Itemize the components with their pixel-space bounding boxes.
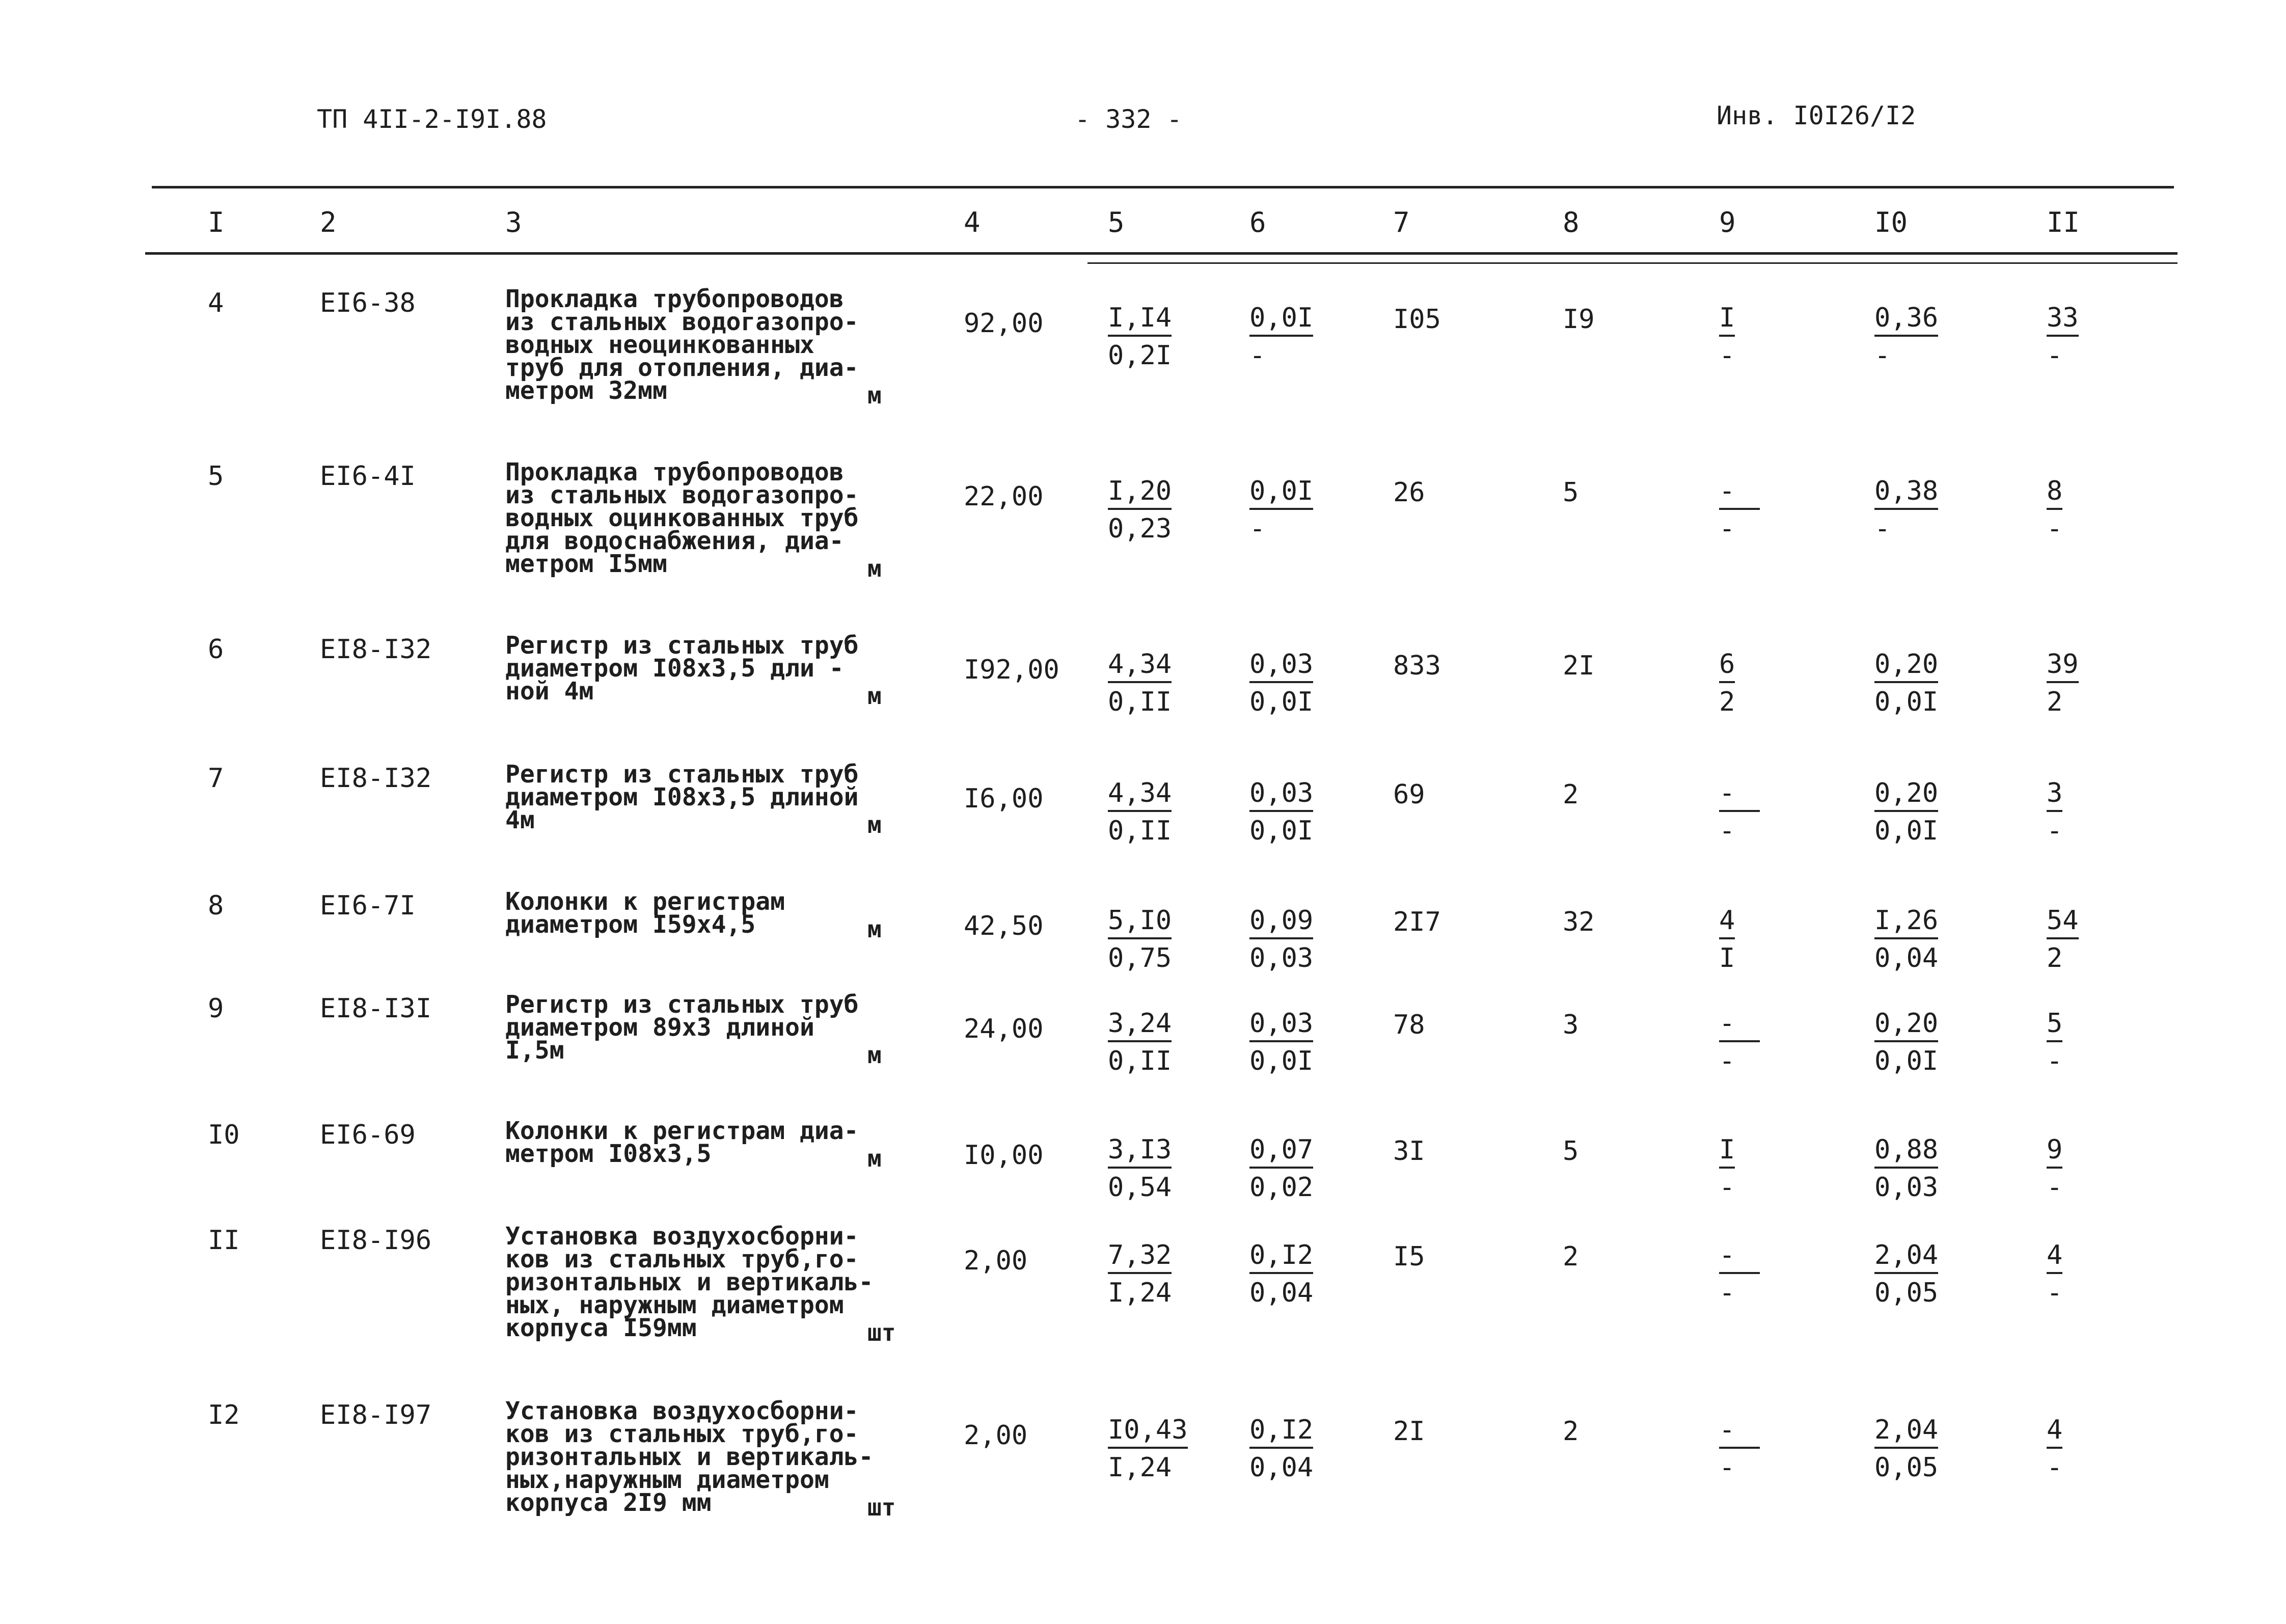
fraction-denominator: 0,II (1108, 687, 1172, 717)
rate-code: EI8-I32 (320, 634, 432, 665)
fraction-col-11 (2047, 1241, 2062, 1307)
fraction-denominator: - (2047, 1278, 2063, 1308)
fraction-col-10 (1874, 907, 1938, 972)
fraction-numerator: I,20 (1108, 477, 1172, 510)
fraction-denominator: - (1874, 513, 1891, 544)
fraction-denominator: - (2047, 513, 2063, 544)
rate-code: EI8-I97 (320, 1400, 432, 1430)
fraction-numerator: 0,20 (1874, 779, 1938, 812)
rate-code: EI6-7I (320, 890, 416, 921)
value-col-8: 5 (1563, 477, 1579, 508)
column-number-5: 5 (1108, 206, 1125, 238)
work-description: Прокладка трубопроводов из стальных водогазопро- водных неоцинкованных труб для отопления, диа- метром 32мм (505, 285, 859, 405)
fraction-denominator: - (1874, 340, 1891, 371)
fraction-numerator: 0,20 (1874, 1010, 1938, 1042)
fraction-denominator: 0,II (1108, 816, 1172, 846)
value-col-8: 2 (1563, 1241, 1579, 1272)
unit-of-measure: шт (867, 1319, 896, 1346)
fraction-numerator: 39 (2047, 651, 2079, 683)
fraction-denominator: - (2047, 1046, 2063, 1076)
fraction-denominator: - (2047, 1172, 2063, 1203)
fraction-numerator: 3,24 (1108, 1010, 1172, 1042)
fraction-denominator: 0,04 (1249, 1452, 1314, 1483)
fraction-col-5 (1108, 1416, 1188, 1481)
fraction-numerator: 9 (2047, 1136, 2062, 1169)
fraction-numerator: I (1719, 1136, 1735, 1169)
fraction-col-9 (1719, 779, 1760, 845)
fraction-numerator: 5 (2047, 1010, 2062, 1042)
header-sub-rule (1087, 262, 2178, 264)
fraction-col-10 (1874, 477, 1938, 543)
row-number: 4 (208, 288, 224, 318)
work-description: Прокладка трубопроводов из стальных водогазопро- водных оцинкованных труб для водоснабжения, диа- метром I5мм (505, 458, 859, 578)
fraction-col-10 (1874, 1241, 1938, 1307)
unit-of-measure: м (867, 382, 882, 409)
fraction-denominator: 0,05 (1874, 1452, 1939, 1483)
fraction-col-5 (1108, 1010, 1172, 1075)
unit-of-measure: м (867, 811, 882, 838)
fraction-numerator: 0,88 (1874, 1136, 1938, 1169)
column-number-3: 3 (505, 206, 522, 238)
fraction-numerator: - (1719, 1241, 1760, 1274)
fraction-numerator: 4 (2047, 1241, 2062, 1274)
fraction-col-9 (1719, 1010, 1760, 1075)
fraction-denominator: 0,2I (1108, 340, 1172, 371)
value-col-7: 26 (1393, 477, 1425, 508)
fraction-numerator: 5,I0 (1108, 907, 1172, 939)
fraction-col-9 (1719, 477, 1760, 543)
column-number-1: I (208, 206, 225, 238)
work-description: Установка воздухосборни- ков из стальных труб,го- ризонтальных и вертикаль- ных,наружным диаметром корпуса 2I9 мм (505, 1397, 874, 1517)
work-description: Установка воздухосборни- ков из стальных труб,го- ризонтальных и вертикаль- ных, наружным диаметром корпуса I59мм (505, 1222, 874, 1342)
fraction-numerator: 33 (2047, 304, 2079, 337)
value-col-8: 32 (1563, 907, 1595, 937)
fraction-col-10 (1874, 651, 1938, 716)
quantity: I0,00 (964, 1140, 1044, 1171)
fraction-col-5 (1108, 1241, 1172, 1307)
fraction-col-10 (1874, 1416, 1938, 1481)
fraction-denominator: 2 (1719, 687, 1735, 717)
value-col-7: I05 (1393, 304, 1441, 335)
value-col-8: 2 (1563, 1416, 1579, 1447)
quantity: 2,00 (964, 1420, 1028, 1451)
row-number: 7 (208, 763, 224, 794)
fraction-numerator: 2,04 (1874, 1416, 1938, 1449)
fraction-denominator: 0,0I (1874, 1046, 1939, 1076)
fraction-denominator: 2 (2047, 943, 2063, 973)
unit-of-measure: м (867, 682, 882, 710)
value-col-8: 3 (1563, 1010, 1579, 1040)
fraction-col-10 (1874, 1136, 1938, 1201)
column-number-2: 2 (320, 206, 337, 238)
rate-code: EI8-I32 (320, 763, 432, 794)
fraction-col-9 (1719, 907, 1735, 972)
fraction-denominator: I,24 (1108, 1452, 1172, 1483)
fraction-numerator: I,26 (1874, 907, 1938, 939)
fraction-denominator: - (1249, 513, 1266, 544)
fraction-numerator: 0,03 (1249, 779, 1313, 812)
fraction-denominator: - (1719, 513, 1735, 544)
fraction-denominator: 0,75 (1108, 943, 1172, 973)
column-number-7: 7 (1393, 206, 1410, 238)
document-code: ТП 4II-2-I9I.88 (317, 104, 547, 134)
fraction-denominator: 0,04 (1874, 943, 1939, 973)
fraction-col-11 (2047, 1010, 2062, 1075)
fraction-numerator: 4,34 (1108, 651, 1172, 683)
value-col-7: 2I (1393, 1416, 1425, 1447)
fraction-denominator: 0,0I (1249, 816, 1314, 846)
fraction-col-9 (1719, 1416, 1760, 1481)
fraction-col-10 (1874, 1010, 1938, 1075)
fraction-denominator: - (2047, 816, 2063, 846)
fraction-numerator: 0,03 (1249, 651, 1313, 683)
fraction-col-11 (2047, 651, 2079, 716)
fraction-numerator: 0,20 (1874, 651, 1938, 683)
row-number: 8 (208, 890, 224, 921)
fraction-col-6 (1249, 907, 1313, 972)
fraction-denominator: 2 (2047, 687, 2063, 717)
fraction-denominator: I,24 (1108, 1278, 1172, 1308)
fraction-denominator: - (2047, 340, 2063, 371)
rate-code: EI8-I3I (320, 993, 432, 1024)
fraction-col-11 (2047, 907, 2079, 972)
fraction-numerator: 4 (1719, 907, 1735, 939)
fraction-numerator: 6 (1719, 651, 1735, 683)
fraction-numerator: 0,0I (1249, 304, 1313, 337)
fraction-col-6 (1249, 304, 1313, 369)
row-number: 6 (208, 634, 224, 665)
fraction-col-5 (1108, 1136, 1172, 1201)
fraction-numerator: - (1719, 1416, 1760, 1449)
fraction-denominator: 0,54 (1108, 1172, 1172, 1203)
value-col-8: 2 (1563, 779, 1579, 810)
work-description: Регистр из стальных труб диаметром 89х3 длиной I,5м (505, 990, 859, 1065)
table-header-rule (145, 252, 2178, 255)
fraction-denominator: 0,0I (1874, 816, 1939, 846)
fraction-col-10 (1874, 779, 1938, 845)
quantity: I92,00 (964, 655, 1059, 685)
fraction-numerator: 0,03 (1249, 1010, 1313, 1042)
fraction-col-6 (1249, 1010, 1313, 1075)
fraction-col-6 (1249, 477, 1313, 543)
fraction-denominator: - (1719, 1172, 1735, 1203)
fraction-col-11 (2047, 1416, 2062, 1481)
row-number: I0 (208, 1120, 240, 1150)
rate-code: EI6-38 (320, 288, 416, 318)
row-number: 5 (208, 461, 224, 492)
fraction-numerator: 0,36 (1874, 304, 1938, 337)
fraction-numerator: 4,34 (1108, 779, 1172, 812)
fraction-numerator: I,I4 (1108, 304, 1172, 337)
work-description: Регистр из стальных труб диаметром I08х3,5 дли - ной 4м (505, 631, 859, 706)
fraction-denominator: 0,II (1108, 1046, 1172, 1076)
fraction-numerator: 0,I2 (1249, 1416, 1313, 1449)
unit-of-measure: шт (867, 1494, 896, 1521)
fraction-denominator: - (1249, 340, 1266, 371)
fraction-numerator: 0,07 (1249, 1136, 1313, 1169)
value-col-7: 69 (1393, 779, 1425, 810)
fraction-numerator: 0,0I (1249, 477, 1313, 510)
fraction-numerator: - (1719, 779, 1760, 812)
unit-of-measure: м (867, 915, 882, 943)
row-number: I2 (208, 1400, 240, 1430)
value-col-8: 5 (1563, 1136, 1579, 1167)
fraction-denominator: 0,02 (1249, 1172, 1314, 1203)
fraction-numerator: 4 (2047, 1416, 2062, 1449)
value-col-7: I5 (1393, 1241, 1425, 1272)
page-number: - 332 - (1075, 104, 1182, 134)
value-col-7: 78 (1393, 1010, 1425, 1040)
value-col-8: 2I (1563, 651, 1595, 681)
fraction-col-6 (1249, 779, 1313, 845)
fraction-numerator: 2,04 (1874, 1241, 1938, 1274)
row-number: 9 (208, 993, 224, 1024)
fraction-col-11 (2047, 304, 2079, 369)
fraction-col-6 (1249, 1136, 1313, 1201)
fraction-denominator: 0,03 (1874, 1172, 1939, 1203)
fraction-denominator: - (1719, 1046, 1735, 1076)
rate-code: EI6-69 (320, 1120, 416, 1150)
fraction-numerator: I0,43 (1108, 1416, 1188, 1449)
fraction-col-9 (1719, 304, 1735, 369)
fraction-numerator: 0,38 (1874, 477, 1938, 510)
fraction-denominator: - (1719, 1278, 1735, 1308)
fraction-denominator: I (1719, 943, 1735, 973)
fraction-col-5 (1108, 477, 1172, 543)
fraction-col-5 (1108, 304, 1172, 369)
fraction-denominator: 0,03 (1249, 943, 1314, 973)
unit-of-measure: м (867, 1041, 882, 1069)
unit-of-measure: м (867, 555, 882, 582)
fraction-numerator: I (1719, 304, 1735, 337)
column-number-10: I0 (1874, 206, 1908, 238)
fraction-numerator: 3 (2047, 779, 2062, 812)
column-number-6: 6 (1249, 206, 1266, 238)
fraction-numerator: 7,32 (1108, 1241, 1172, 1274)
column-number-4: 4 (964, 206, 981, 238)
fraction-denominator: 0,05 (1874, 1278, 1939, 1308)
value-col-8: I9 (1563, 304, 1595, 335)
fraction-col-5 (1108, 779, 1172, 845)
fraction-denominator: 0,23 (1108, 513, 1172, 544)
rate-code: EI8-I96 (320, 1225, 432, 1256)
row-number: II (208, 1225, 240, 1256)
fraction-numerator: - (1719, 1010, 1760, 1042)
fraction-col-10 (1874, 304, 1938, 369)
fraction-col-5 (1108, 907, 1172, 972)
unit-of-measure: м (867, 1145, 882, 1172)
work-description: Колонки к регистрам диа- метром I08х3,5 (505, 1117, 859, 1168)
quantity: 22,00 (964, 481, 1044, 512)
quantity: 42,50 (964, 911, 1044, 941)
quantity: 24,00 (964, 1014, 1044, 1044)
value-col-7: 3I (1393, 1136, 1425, 1167)
value-col-7: 833 (1393, 651, 1441, 681)
fraction-col-9 (1719, 651, 1735, 716)
fraction-numerator: 8 (2047, 477, 2062, 510)
quantity: 92,00 (964, 308, 1044, 339)
fraction-numerator: - (1719, 477, 1760, 510)
fraction-denominator: 0,0I (1249, 1046, 1314, 1076)
fraction-col-11 (2047, 1136, 2062, 1201)
fraction-numerator: 54 (2047, 907, 2079, 939)
fraction-denominator: 0,0I (1874, 687, 1939, 717)
fraction-col-9 (1719, 1241, 1760, 1307)
quantity: 2,00 (964, 1246, 1028, 1276)
work-description: Регистр из стальных труб диаметром I08х3,5 длиной 4м (505, 760, 859, 834)
fraction-denominator: - (2047, 1452, 2063, 1483)
fraction-col-11 (2047, 779, 2062, 845)
column-number-9: 9 (1719, 206, 1736, 238)
fraction-col-6 (1249, 1241, 1313, 1307)
fraction-col-11 (2047, 477, 2062, 543)
rate-code: EI6-4I (320, 461, 416, 492)
fraction-col-6 (1249, 1416, 1313, 1481)
fraction-col-9 (1719, 1136, 1735, 1201)
column-number-8: 8 (1563, 206, 1580, 238)
fraction-denominator: 0,0I (1249, 687, 1314, 717)
column-number-11: II (2047, 206, 2080, 238)
table-top-rule (152, 186, 2174, 188)
fraction-col-6 (1249, 651, 1313, 716)
fraction-col-5 (1108, 651, 1172, 716)
inventory-number: Инв. I0I26/I2 (1717, 101, 1916, 130)
work-description: Колонки к регистрам диаметром I59х4,5 (505, 887, 785, 939)
value-col-7: 2I7 (1393, 907, 1441, 937)
fraction-numerator: 3,I3 (1108, 1136, 1172, 1169)
fraction-denominator: - (1719, 340, 1735, 371)
fraction-denominator: - (1719, 1452, 1735, 1483)
fraction-denominator: - (1719, 816, 1735, 846)
fraction-numerator: 0,09 (1249, 907, 1313, 939)
fraction-numerator: 0,I2 (1249, 1241, 1313, 1274)
quantity: I6,00 (964, 783, 1044, 814)
fraction-denominator: 0,04 (1249, 1278, 1314, 1308)
